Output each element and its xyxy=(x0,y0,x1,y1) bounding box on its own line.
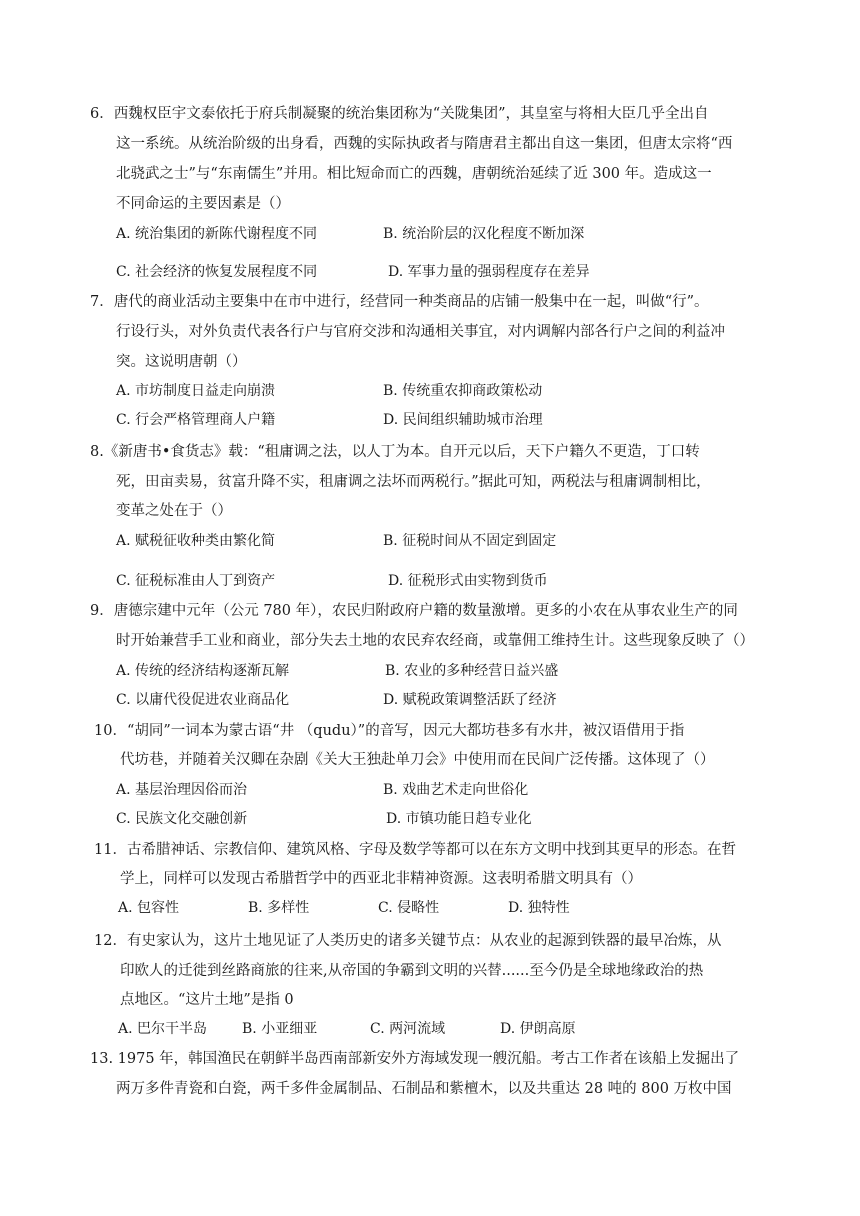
question-10-option-a: A. 基层治理因俗而治 xyxy=(116,782,248,798)
question-11-option-b: B. 多样性 xyxy=(248,900,310,916)
question-7-line-3: 突。这说明唐朝（） xyxy=(116,354,247,370)
question-8-line-3: 变革之处在于（） xyxy=(116,503,232,519)
question-7-line-1: 7．唐代的商业活动主要集中在市中进行，经营同一种类商品的店铺一般集中在一起，叫做“行”。 xyxy=(90,294,709,310)
question-8-option-b: B. 征税时间从不固定到固定 xyxy=(383,533,557,549)
question-6-option-c: C. 社会经济的恢复发展程度不同 xyxy=(116,264,318,280)
question-6-option-b: B. 统治阶层的汉化程度不断加深 xyxy=(383,226,585,242)
question-12-line-3: 点地区。“这片土地”是指 0 xyxy=(120,992,294,1008)
question-6-line-3: 北骁武之士”与“东南儒生”并用。相比短命而亡的西魏，唐朝统治延续了近 300 年。造成这一 xyxy=(116,166,712,182)
question-12-line-2: 印欧人的迁徙到丝路商旅的往来,从帝国的争霸到文明的兴替......至今仍是全球地缘政治的热 xyxy=(120,963,704,979)
question-9-option-c: C. 以庸代役促进农业商品化 xyxy=(116,692,290,708)
question-6-line-1: 6．西魏权臣宇文泰依托于府兵制凝聚的统治集团称为“关陇集团”，其皇室与将相大臣几乎全出自 xyxy=(90,106,709,122)
question-6-option-a: A. 统治集团的新陈代谢程度不同 xyxy=(116,226,318,242)
question-11-option-d: D. 独特性 xyxy=(508,900,570,916)
question-11-option-c: C. 侵略性 xyxy=(378,900,440,916)
question-6-line-4: 不同命运的主要因素是（） xyxy=(116,196,290,212)
question-10-option-d: D. 市镇功能日趋专业化 xyxy=(386,811,532,827)
question-9-option-d: D. 赋税政策调整活跃了经济 xyxy=(383,692,557,708)
question-7-line-2: 行设行头，对外负责代表各行户与官府交涉和沟通相关事宜，对内调解内部各行户之间的利益冲 xyxy=(116,324,725,340)
question-8-line-1: 8.《新唐书•食货志》载：“租庸调之法，以人丁为本。自开元以后，天下户籍久不更造，丁口转 xyxy=(90,444,700,460)
question-12-option-a: A. 巴尔干半岛 xyxy=(118,1021,208,1037)
question-11-line-2: 学上，同样可以发现古希腊哲学中的西亚北非精神资源。这表明希腊文明具有（） xyxy=(120,871,642,887)
question-12-option-d: D. 伊朗高原 xyxy=(500,1021,576,1037)
question-9-option-b: B. 农业的多种经营日益兴盛 xyxy=(385,663,559,679)
question-6-line-2: 这一系统。从统治阶级的出身看，西魏的实际执政者与隋唐君主都出自这一集团，但唐太宗将“西 xyxy=(116,136,733,152)
question-13-line-1: 13. 1975 年，韩国渔民在朝鲜半岛西南部新安外方海域发现一艘沉船。考古工作者在该船上发掘出了 xyxy=(90,1051,740,1067)
question-8-option-a: A. 赋税征收种类由繁化简 xyxy=(116,533,276,549)
question-7-option-a: A. 市坊制度日益走向崩溃 xyxy=(116,383,276,399)
question-8-option-d: D. 征税形式由实物到货币 xyxy=(388,573,548,589)
question-12-line-1: 12．有史家认为，这片土地见证了人类历史的诸多关键节点：从农业的起源到铁器的最早冶炼，从 xyxy=(94,933,722,949)
question-10-option-c: C. 民族文化交融创新 xyxy=(116,811,248,827)
question-11-line-1: 11．古希腊神话、宗教信仰、建筑风格、字母及数学等都可以在东方文明中找到其更早的形态。在哲 xyxy=(94,842,736,858)
question-10-line-2: 代坊巷，并随着关汉卿在杂剧《关大王独赴单刀会》中使用而在民间广泛传播。这体现了（） xyxy=(120,752,715,768)
question-8-line-2: 死，田亩卖易，贫富升降不实，租庸调之法坏而两税行。”据此可知，两税法与租庸调制相比， xyxy=(116,474,711,490)
question-10-option-b: B. 戏曲艺术走向世俗化 xyxy=(383,782,529,798)
question-9-line-2: 时开始兼营手工业和商业，部分失去土地的农民弃农经商，或靠佣工维持生计。这些现象反映了（） xyxy=(116,633,754,649)
question-6-option-d: D. 军事力量的强弱程度存在差异 xyxy=(388,264,590,280)
question-10-line-1: 10．“胡同”一词本为蒙古语“井 （qudu）”的音写，因元大都坊巷多有水井，被汉语借用于指 xyxy=(94,723,685,739)
question-7-option-b: B. 传统重农抑商政策松动 xyxy=(383,383,543,399)
question-9-option-a: A. 传统的经济结构逐渐瓦解 xyxy=(116,663,290,679)
question-11-option-a: A. 包容性 xyxy=(118,900,180,916)
question-8-option-c: C. 征税标准由人丁到资产 xyxy=(116,573,276,589)
question-12-option-b: B. 小亚细亚 xyxy=(242,1021,318,1037)
question-7-option-d: D. 民间组织辅助城市治理 xyxy=(383,412,543,428)
question-12-option-c: C. 两河流域 xyxy=(370,1021,446,1037)
question-7-option-c: C. 行会严格管理商人户籍 xyxy=(116,412,276,428)
question-13-line-2: 两万多件青瓷和白瓷，两千多件金属制品、石制品和紫檀木，以及共重达 28 吨的 800 万枚中国 xyxy=(116,1081,732,1097)
question-9-line-1: 9．唐德宗建中元年（公元 780 年），农民归附政府户籍的数量激增。更多的小农在从事农业生产的同 xyxy=(90,603,738,619)
